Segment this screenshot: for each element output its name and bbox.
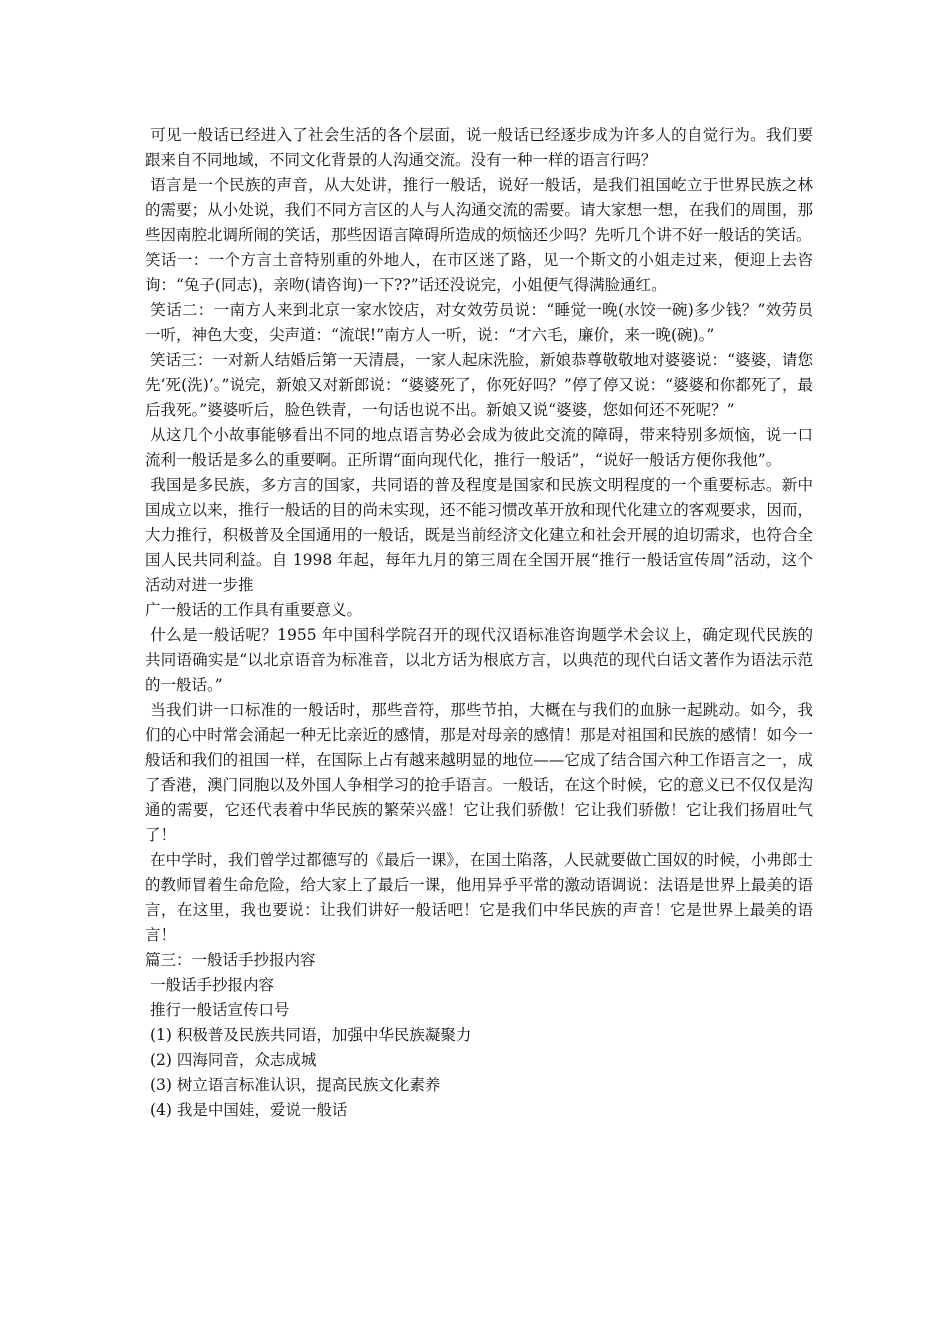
paragraph-significance: 广一般话的工作具有重要意义。 xyxy=(145,601,363,619)
paragraph-language-importance: 语言是一个民族的声音，从大处讲，推行一般话，说好一般话，是我们祖国屹立于世界民族之林的需要；从小处说，我们不同方言区的人与人沟通交流的需要。请大家想一想，在我们的周围，那些因南腔北调所闹的笑话，那些因语言障碍所造成的烦恼还少吗？先听几个讲不好一般话的笑话。 xyxy=(145,176,813,244)
document-body xyxy=(145,123,813,1123)
paragraph-joke-three: 笑话三：一对新人结婚后第一天清晨，一家人起床洗脸，新娘恭尊敬敬地对婆婆说：“婆婆，请您先‘死(洗)’。”说完，新娘又对新郎说：“婆婆死了，你死好吗？”停了停又说：“婆婆和你都死了，最后我死。”婆婆听后，脸色铁青，一句话也说不出。新娘又说“婆婆，您如何还不死呢？” xyxy=(145,351,813,419)
subheading-slogans: 推行一般话宣传口号 xyxy=(145,1001,290,1019)
paragraph-definition: 什么是一般话呢？1955 年中国科学院召开的现代汉语标准咨询题学术会议上，确定现代民族的共同语确实是“以北京语音为标准音，以北方话为根底方言，以典范的现代白话文著作为语法示范的一般话。” xyxy=(145,626,813,694)
paragraph-intro: 可见一般话已经进入了社会生活的各个层面，说一般话已经逐步成为许多人的自觉行为。我们要跟来自不同地域，不同文化背景的人沟通交流。没有一种一样的语言行吗？ xyxy=(145,126,813,169)
paragraph-national-standard: 我国是多民族，多方言的国家，共同语的普及程度是国家和民族文明程度的一个重要标志。新中国成立以来，推行一般话的目的尚未实现，还不能习惯改革开放和现代化建立的客观要求，因而，大力推行，积极普及全国通用的一般话，既是当前经济文化建立和社会开展的迫切需求，也符合全国人民共同利益。自 1998 年起，每年九月的第三周在全国开展“推行一般话宣传周”活动，这个活动对进一步推 xyxy=(145,476,813,594)
slogan-item: (1) 积极普及民族共同语，加强中华民族凝聚力 xyxy=(145,1026,472,1044)
paragraph-last-lesson: 在中学时，我们曾学过都德写的《最后一课》，在国土陷落，人民就要做亡国奴的时候，小弗郎士的教师冒着生命危险，给大家上了最后一课，他用异乎平常的激动语调说：法语是世界上最美的语言，在这里，我也要说：让我们讲好一般话吧！它是我们中华民族的声音！它是世界上最美的语言！ xyxy=(145,851,813,944)
section-heading: 篇三：一般话手抄报内容 xyxy=(145,951,316,969)
paragraph-joke-two: 笑话二：一南方人来到北京一家水饺店，对女效劳员说：“睡觉一晚(水饺一碗)多少钱？”效劳员一听，神色大变，尖声道：“流氓!”南方人一听，说：“才六毛，廉价，来一晚(碗)。” xyxy=(145,301,813,344)
paragraph-feelings: 当我们讲一口标准的一般话时，那些音符，那些节拍，大概在与我们的血脉一起跳动。如今，我们的心中时常会涌起一种无比亲近的感情，那是对母亲的感情！那是对祖国和民族的感情！如今一般话和我们的祖国一样，在国际上占有越来越明显的地位——它成了结合国六种工作语言之一，成了香港，澳门同胞以及外国人争相学习的抢手语言。一般话，在这个时候，它的意义已不仅仅是沟通的需要，它还代表着中华民族的繁荣兴盛！它让我们骄傲！它让我们骄傲！它让我们扬眉吐气了！ xyxy=(145,701,813,844)
subheading-handout: 一般话手抄报内容 xyxy=(145,976,274,994)
slogan-item: (3) 树立语言标准认识，提高民族文化素养 xyxy=(145,1076,441,1094)
paragraph-stories-conclusion: 从这几个小故事能够看出不同的地点语言势必会成为彼此交流的障碍，带来特别多烦恼，说一口流利一般话是多么的重要啊。正所谓“面向现代化，推行一般话”，“说好一般话方便你我他”。 xyxy=(145,426,813,469)
paragraph-joke-one: 笑话一：一个方言土音特别重的外地人，在市区迷了路，见一个斯文的小姐走过来，便迎上去咨询：“兔子(同志)，亲吻(请咨询)一下??”话还没说完，小姐便气得满脸通红。 xyxy=(145,251,813,294)
slogan-item: (2) 四海同音，众志成城 xyxy=(145,1051,317,1069)
slogan-item: (4) 我是中国娃，爱说一般话 xyxy=(145,1101,348,1119)
